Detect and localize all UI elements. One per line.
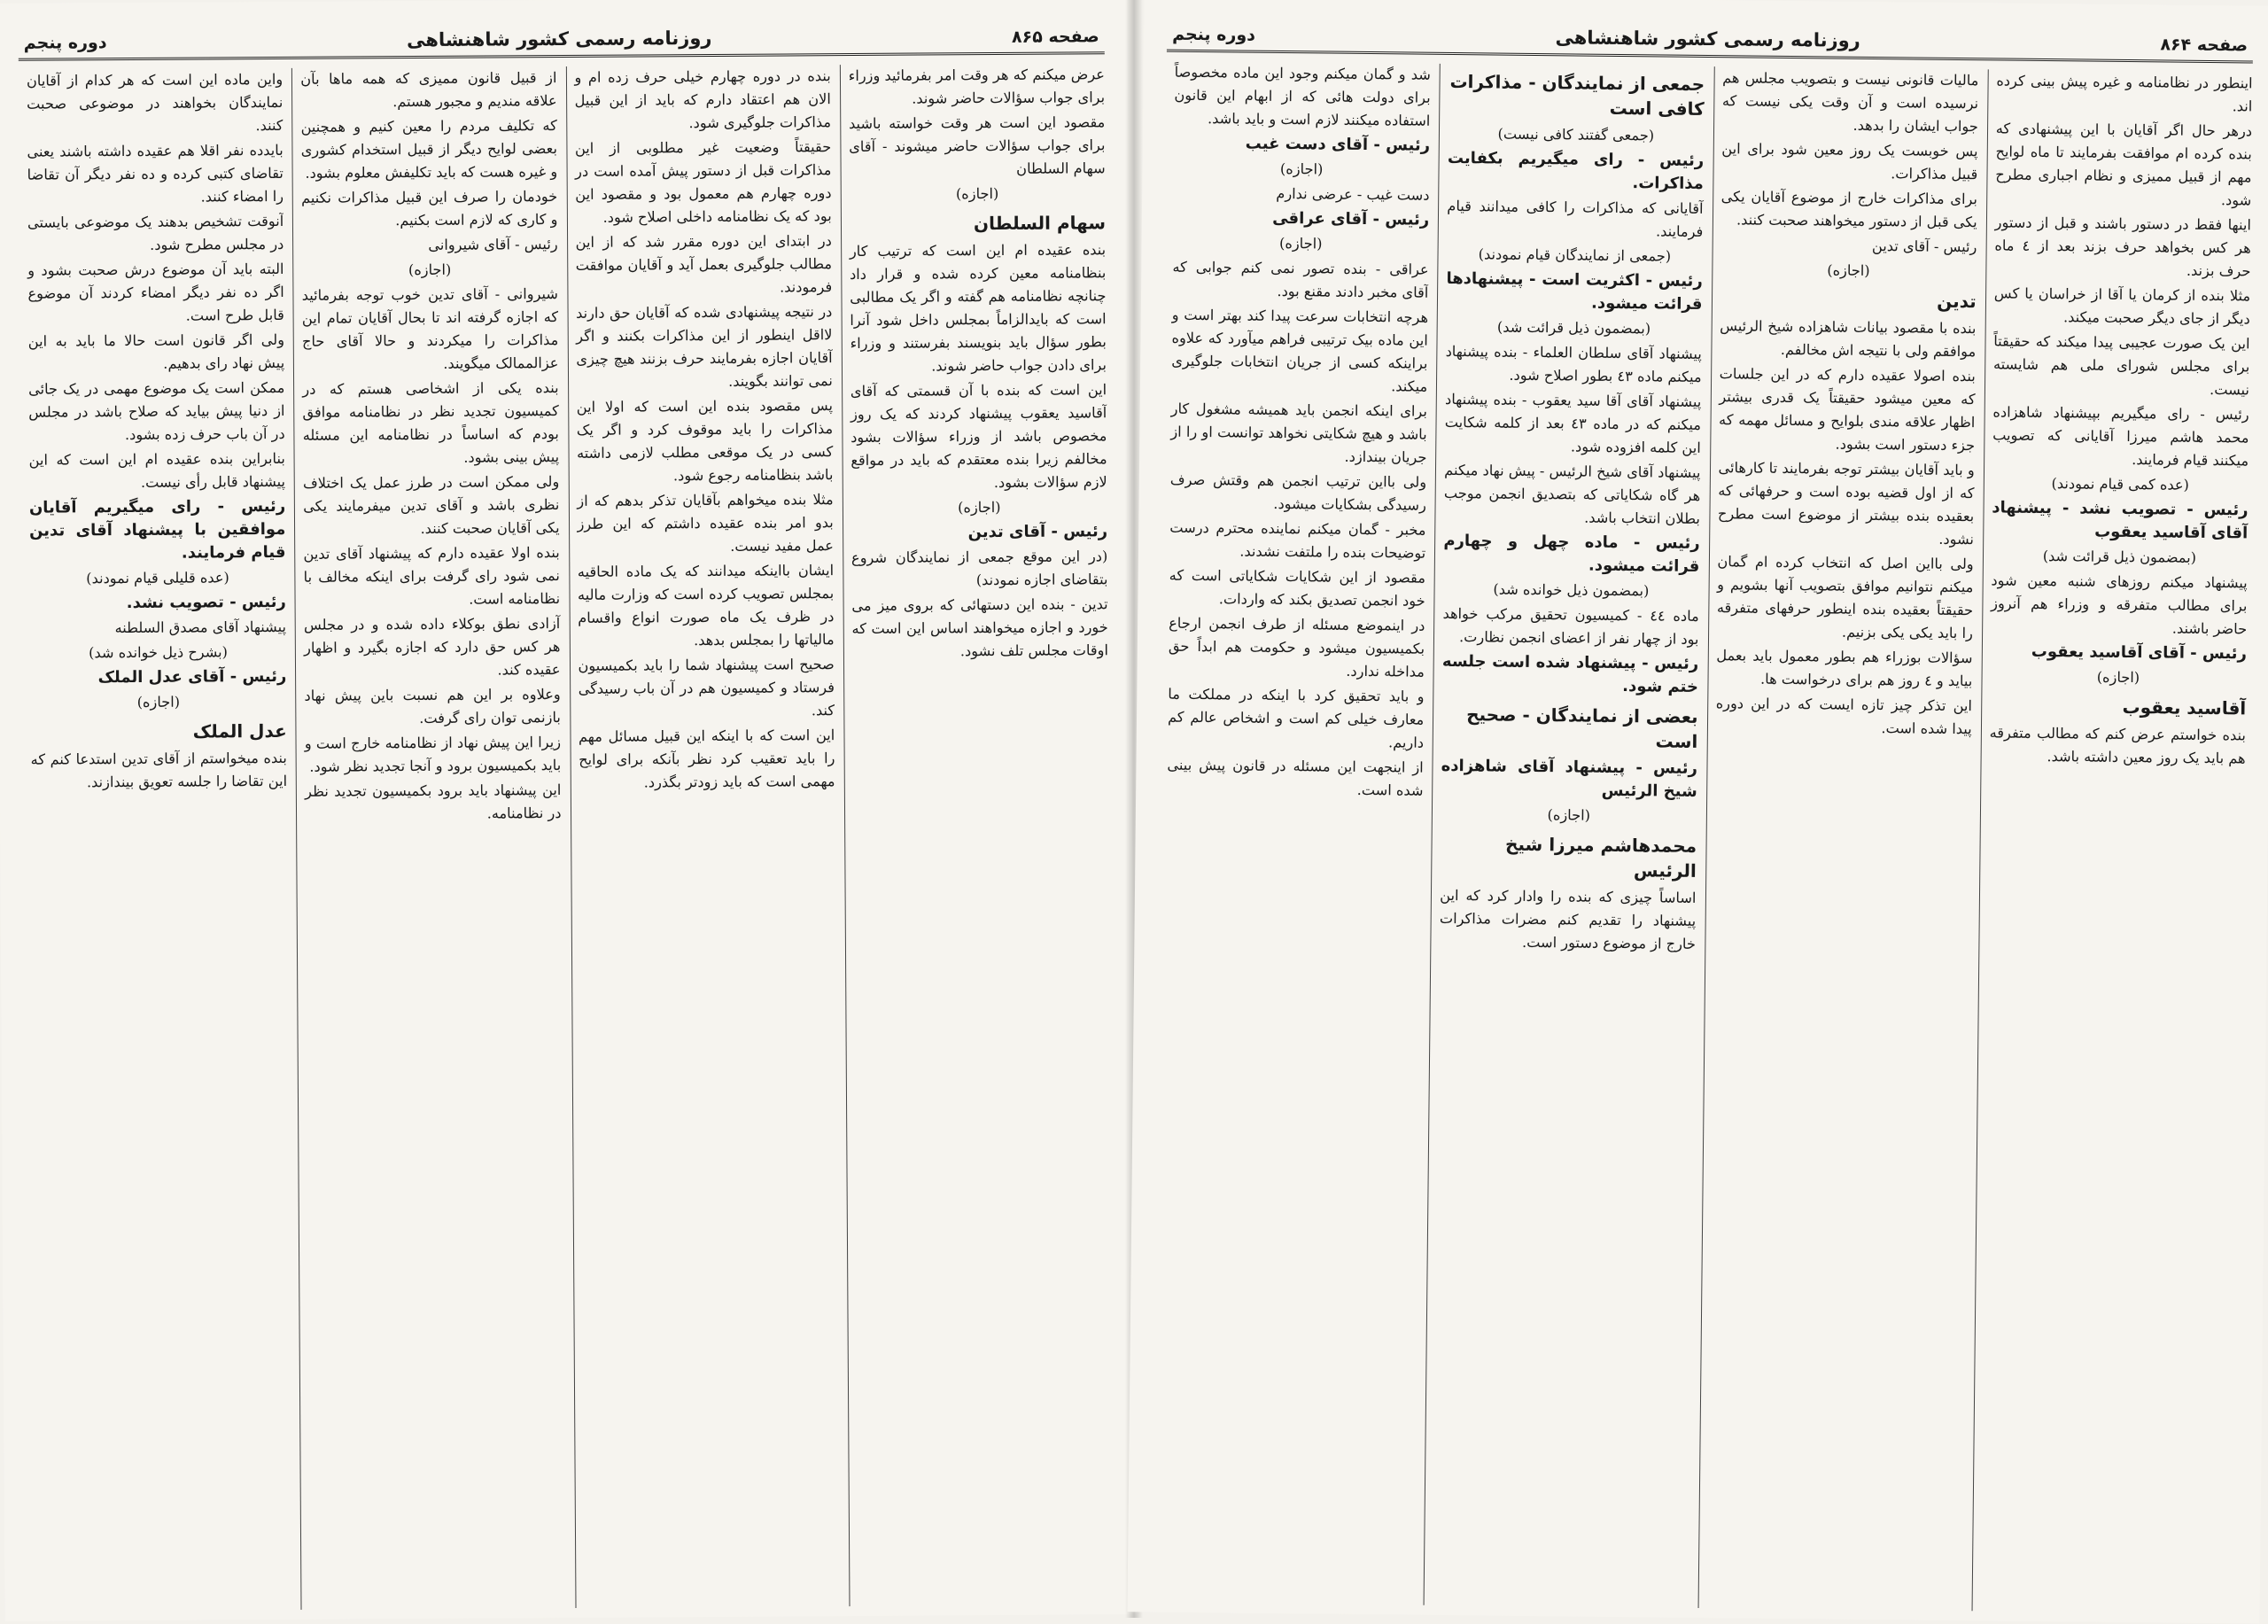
paragraph: خودمان را صرف این قبیل مذاکرات نکنیم و کاری که لازم است بکنیم. <box>300 188 558 229</box>
paragraph: صحیح است پیشنهاد شما را باید بکمیسیون فرستاد و کمیسیون هم در آن باب رسیدگی کند. <box>578 656 835 719</box>
left-page-number: صفحه ۸۶۵ <box>1011 27 1099 47</box>
stage-direction: (اجازه) <box>408 260 452 279</box>
paragraph: عراقی - بنده تصور نمی کنم جوابی که آقای مخبر دادند مقنع بود. <box>1172 258 1429 301</box>
paragraph: برای اینکه انجمن باید همیشه مشغول کار باشد و هیچ شکایتی نخواهد توانست او را از جریان بیندازد. <box>1170 400 1428 466</box>
speaker-heading: تدین <box>1937 290 1977 313</box>
stage-direction: (اجازه) <box>955 185 999 203</box>
speaker-line: رئیس - اکثریت است - پیشنهادها قرائت میشود. <box>1446 268 1703 314</box>
left-page-columns <box>19 63 1115 1611</box>
stage-direction: (بمضمون ذیل قرائت شد) <box>1496 318 1651 338</box>
speaker-line: رئیس - آقای عدل الملک <box>97 666 287 688</box>
speaker-heading: محمدهاشم میرزا شیخ الرئیس <box>1504 833 1697 882</box>
stage-direction: (اجازه) <box>1279 159 1324 178</box>
right-term-label: دوره پنجم <box>1172 24 1256 45</box>
paragraph: پس مقصود بنده این است که اولا این مذاکرات را باید موقوف کرد و اگر یک کسی در یک موقعی مطلب لازمی داشته باشد بنظامنامه رجوع شود. <box>576 397 834 485</box>
paragraph: ولی بااین اصل که انتخاب کرده ام گمان میکنم نتوانیم موافق بتصویب آنها بشویم و حقیقتاً بعقیده بنده اینطور حرفهای متفرقه را باید یکی یکی بزنیم. <box>1716 553 1974 642</box>
paragraph: مثلا بنده میخواهم بآقایان تذکر بدهم که از بدو امر بنده عقیده داشتم که این طرز عمل مفید نیست. <box>577 491 834 555</box>
speaker-line: رئیس - آقای تدین <box>967 522 1108 542</box>
paragraph: پس خوبست یک روز معین شود برای این قبیل مذاکرات. <box>1721 140 1978 183</box>
paragraph: اینها فقط در دستور باشند و قبل از دستور هر کس بخواهد حرف بزند بعد از ٤ ماه حرف بزند. <box>1994 214 2252 280</box>
speaker-line: رئیس - آقای دست غیب <box>1245 134 1431 155</box>
paragraph: بنده اولا عقیده دارم که پیشنهاد آقای تدین نمی شود رای گرفت برای اینکه مخالف با نظامنامه است. <box>303 544 561 608</box>
paragraph: ولی بااین ترتیب انجمن هم وقتش صرف رسیدگی بشکایات میشود. <box>1169 470 1427 514</box>
left-page-column-1 <box>840 63 1115 1606</box>
paragraph: آقایانی که مذاکرات را کافی میدانند قیام فرمایند. <box>1447 197 1704 240</box>
right-page-column-4 <box>1151 61 1431 1605</box>
paragraph: البته باید آن موضوع درش صحبت بشود و اگر ده نفر دیگر امضاء کردند آن موضوع قابل طرح است. <box>27 260 284 324</box>
paragraph: این پیشنهاد باید برود بکمیسیون تجدید نظر در نظامنامه. <box>305 781 562 822</box>
paragraph: این است که با اینکه این قبیل مسائل مهم را باید تعقیب کرد نظر بآنکه برای لوایح مهمی است که باید زودتر بگذرد. <box>578 727 835 791</box>
stage-direction: (بمضمون ذیل قرائت شد) <box>2042 548 2197 566</box>
paragraph: شیروانی - آقای تدین خوب توجه بفرمائید که اجازه گرفته اند تا بحال آقایان تمام این مذاکرات را میکردند و حالا آقای حاج عزالممالک میگویند. <box>301 285 559 372</box>
stage-direction: (اجازه) <box>1827 261 1870 279</box>
right-page-column-1 <box>1971 69 2252 1613</box>
right-newspaper-title: روزنامه رسمی کشور شاهنشاهی <box>1555 27 1860 51</box>
right-page-header <box>1167 14 2253 64</box>
left-page-column-3 <box>291 66 566 1610</box>
stage-direction: (عده قلیلی قیام نمودند) <box>86 569 229 587</box>
paragraph: ماده ٤٤ - کمیسیون تحقیق مرکب خواهد بود از چهار نفر از اعضای انجمن نظارت. <box>1442 604 1699 648</box>
paragraph: هرچه انتخابات سرعت پیدا کند بهتر است و این ماده بیک ترتیبی فراهم میآورد که علاوه براینکه کسی از جریان انتخابات جلوگیری میکند. <box>1171 306 1429 395</box>
stage-direction: (اجازه) <box>2096 668 2140 687</box>
speaker-line: رئیس - آقای آقاسید یعقوب <box>2031 641 2247 664</box>
paragraph: اساساً چیزی که بنده را وادار کرد که این پیشنهاد را تقدیم کنم مضرات مذاکرات خارج از موضوع دستور است. <box>1439 886 1697 952</box>
paragraph: وعلاوه بر این هم نسبت باین پیش نهاد بازنمی توان رای گرفت. <box>304 686 561 727</box>
paragraph: پیشنهاد میکنم روزهای شنبه معین شود برای مطالب متفرقه و وزراء هم آنروز حاضر باشند. <box>1991 571 2248 638</box>
paragraph: ولی اگر قانون است حالا ما باید به این پیش نهاد رای بدهیم. <box>27 330 285 372</box>
stage-direction: (اجازه) <box>1547 806 1591 824</box>
paragraph: پیشنهاد آقای آقا سید یعقوب - بنده پیشنهاد میکنم که در ماده ٤۳ بعد از کلمه شکایت این کلمه افزوده شود. <box>1444 390 1702 456</box>
stage-direction: (اجازه) <box>136 693 181 711</box>
paragraph: بایدده نفر اقلا هم عقیده داشته باشند یعنی تقاضای کتبی کرده و ده نفر دیگر آن تقاضا را امضاء کنند. <box>27 141 284 206</box>
paragraph: این تذکر چیز تازه ایست که در این دوره پیدا شده است. <box>1715 695 1973 738</box>
speaker-heading: جمعی از نمایندگان - مذاکرات کافی است <box>1449 70 1705 120</box>
right-page-columns <box>1151 61 2253 1614</box>
paragraph: در اینموضع مسئله از طرف انجمن ارجاع بکمیسیون میشود و حکومت هم ابداً حق مداخله ندارد. <box>1168 614 1425 680</box>
paragraph: در ابتدای این دوره مقرر شد که از این مطالب جلوگیری بعمل آید و آقایان موافقت فرمودند. <box>575 232 833 296</box>
paragraph: واین ماده این است که هر کدام از آقایان نمایندگان بخواهند در موضوعی صحبت کنند. <box>26 70 284 135</box>
paragraph: که تکلیف مردم را معین کنیم و همچنین بعضی لوایح دیگر از قبیل استخدام کشوری و غیره هست که باید تکلیفش معلوم بشود. <box>300 117 558 182</box>
paragraph: شد و گمان میکنم وجود این ماده مخصوصاً برای دولت هائی که از ابهام این قانون استفاده میکنند لازم است و باید باشد. <box>1174 63 1432 129</box>
stage-direction: (عده کمی قیام نمودند) <box>2051 475 2189 493</box>
paragraph: درهر حال اگر آقایان با این پیشنهادی که بنده کرده ام موافقت بفرمایند تا ماه لوایح مهم از قبیل ممیزی و نظام اجباری مطرح شود. <box>1995 120 2253 209</box>
left-page-column-2 <box>565 65 840 1608</box>
paragraph: ایشان بااینکه میدانند که یک ماده الحاقیه بمجلس تصویب کرده است که وزارت مالیه در ظرف یک ماه صورت انواع واقسام مالیاتها را بمجلس بدهد. <box>577 562 835 649</box>
speaker-line: رئیس - پیشنهاد آقای شاهزاده شیخ الرئیس <box>1441 756 1698 801</box>
paragraph: رئیس - آقای تدین <box>1871 237 1977 256</box>
stage-direction: (بمضمون ذیل خوانده شد) <box>1493 580 1650 600</box>
paragraph: و باید آقایان بیشتر توجه بفرمایند تا کارهائی که از اول قضیه بوده است و حرفهائی که بعقیده بنده بیشتر از موضوع است مطرح نشود. <box>1717 459 1975 548</box>
paragraph: رئیس - آقای شیروانی <box>428 236 558 253</box>
paragraph: عرض میکنم که هر وقت امر بفرمائید وزراء برای جواب سؤالات حاضر شوند. <box>848 66 1106 107</box>
speaker-heading: آقاسید یعقوب <box>2122 695 2247 719</box>
paragraph: بنده یکی از اشخاصی هستم که در کمیسیون تجدید نظر در نظامنامه موافق بودم که اساساً در نظامنامه این مسئله پیش بینی بشود. <box>302 379 560 466</box>
right-page-column-2 <box>1697 66 1978 1611</box>
right-page <box>1127 0 2268 1624</box>
paragraph: اینطور در نظامنامه و غیره پیش بینی کرده اند. <box>1996 72 2253 115</box>
paragraph: مقصود این است هر وقت خواسته باشید برای جواب سؤالات حاضر میشوند - آقای سهام السلطان <box>848 113 1106 177</box>
left-newspaper-title: روزنامه رسمی کشور شاهنشاهی <box>407 27 712 51</box>
left-term-label: دوره پنجم <box>23 33 107 53</box>
paragraph: بنده میخواستم از آقای تدین استدعا کنم که این تقاضا را جلسه تعویق بیندازند. <box>30 749 288 791</box>
paragraph: بنده با مقصود بیانات شاهزاده شیخ الرئیس موافقم ولی با نتیجه اش مخالفم. <box>1720 317 1977 361</box>
paragraph: بنده خواستم عرض کنم که مطالب متفرقه هم باید یک روز معین داشته باشد. <box>1989 724 2247 767</box>
paragraph: از قبیل قانون ممیزی که همه ماها بآن علاقه مندیم و مجبور هستم. <box>300 69 557 111</box>
speaker-line: رئیس - آقای عراقی <box>1272 208 1430 229</box>
paragraph: مخبر - گمان میکنم نماینده محترم درست توضیحات بنده را ملتفت نشدند. <box>1169 518 1426 562</box>
speaker-line: رئیس - تصویب نشد. <box>126 592 286 613</box>
paragraph: آنوقت تشخیص بدهند یک موضوعی بایستی در مجلس مطرح شود. <box>27 212 284 253</box>
left-page-header <box>19 16 1105 60</box>
paragraph: ممکن است یک موضوع مهمی در یک جائی از دنیا پیش بیاید که صلاح باشد در مجلس در آن باب حرف زده بشود. <box>28 378 285 444</box>
stage-direction: (جمعی از نمایندگان قیام نمودند) <box>1478 245 1672 265</box>
speaker-line: رئیس - رای میگیریم بکفایت مذاکرات. <box>1447 148 1705 193</box>
paragraph: آزادی نطق بوکلاء داده شده و در مجلس هر کس حق دارد که اجازه بگیرد و اظهار عقیده کند. <box>303 615 561 679</box>
paragraph: در نتیجه پیشنهادی شده که آقایان حق دارند لااقل اینطور از این مذاکرات بکنند و اگر آقایان اجازه بفرمایند حرف بزنند هیچ چیزی نمی توانند بگویند. <box>576 303 833 390</box>
stage-direction: (جمعی گفتند کافی نیست) <box>1497 125 1655 144</box>
speaker-line: رئیس - ماده چهل و چهارم قرائت میشود. <box>1443 531 1700 576</box>
speaker-heading: بعضی از نمایندگان - صحیح است <box>1466 703 1698 752</box>
right-page-number: صفحه ۸۶۴ <box>2160 35 2249 56</box>
paragraph: مثلا بنده از کرمان یا آقا از خراسان یا کس دیگر از جای دیگر صحبت میکند. <box>1993 284 2251 328</box>
paragraph: زیرا این پیش نهاد از نظامنامه خارج است و باید بکمیسیون برود و آنجا تجدید نظر شود. <box>304 734 562 775</box>
paragraph: بنده عقیده ام این است که ترتیب کار بنظامنامه معین کرده شده و قرار داد چنانچه نظامنامه هم گفته و اگر یک مطالبی است که بایدالزاماً بمجلس داخل شود آنرا بطور سؤال باید بنویسند بفرستند و وزراء برای دادن جواب حاضر شوند. <box>849 241 1107 375</box>
paragraph: ولی ممکن است در طرز عمل یک اختلاف نظری باشد و آقای تدین میفرمایند یکی یکی آقایان صحبت کنند. <box>302 473 560 537</box>
paragraph: برای مذاکرات خارج از موضوع آقایان یکی یکی قبل از دستور میخواهند صحبت کنند. <box>1720 188 1978 231</box>
paragraph: مالیات قانونی نیست و بتصویب مجلس هم نرسیده است و آن وقت یکی نیست که جواب ایشان را بدهد. <box>1721 69 1979 136</box>
paragraph: این یک صورت عجیبی پیدا میکند که حقیقتاً برای مجلس شورای ملی هم شایسته نیست. <box>1992 332 2250 399</box>
stage-direction: (بشرح ذیل خوانده شد) <box>89 643 228 662</box>
paragraph: دست غیب - عرضی ندارم <box>1276 184 1430 204</box>
paragraph: بنابراین بنده عقیده ام این است که این پیشنهاد قابل رأی نیست. <box>28 449 286 491</box>
speaker-line: رئیس - پیشنهاد شده است جلسه ختم شود. <box>1441 651 1699 696</box>
right-page-column-3 <box>1424 64 1705 1608</box>
paragraph: پیشنهاد آقای مصدق السلطنه <box>114 618 287 637</box>
paragraph: بنده اصولا عقیده دارم که در این جلسات که معین میشود حقیقتاً یک قدری بیشتر اظهار علاقه مندی بلوایح و مسائل مهمه که جزء دستور است بشود. <box>1719 365 1976 455</box>
paragraph: رئیس - رای میگیریم بپیشنهاد شاهزاده محمد هاشم میرزا آقایانی که تصویب میکنند قیام فرمایند. <box>1992 403 2249 470</box>
paragraph: این است که بنده با آن قسمتی که آقای آقاسید یعقوب پیشنهاد کردند که یک روز مخصوص باشد از وزراء سؤالات بشود مخالفم زیرا بنده معتقدم که باید در مواقع لازم سؤالات بشود. <box>850 381 1107 492</box>
paragraph: پیشنهاد آقای شیخ الرئیس - پیش نهاد میکنم هر گاه شکایاتی که بتصدیق انجمن موجب بطلان انتخاب باشد. <box>1443 461 1701 527</box>
left-page-column-4 <box>19 68 292 1612</box>
paragraph: حقیقتاً وضعیت غیر مطلوبی از این مذاکرات قبل از دستور پیش آمده است در دوره چهارم هم معمول بود و مقصود این بود که یک نظامنامه داخلی اصلاح شود. <box>574 138 832 226</box>
speaker-line: رئیس - تصویب نشد - پیشنهاد آقای آقاسید یعقوب <box>1992 498 2249 543</box>
paragraph: (در این موقع جمعی از نمایندگان شروع بتقاضای اجازه نمودند) <box>850 548 1108 589</box>
stage-direction: (اجازه) <box>958 498 1001 517</box>
speaker-heading: عدل الملک <box>192 719 287 742</box>
speaker-line: رئیس - رای میگیریم آقایان موافقین با پیشنهاد آقای تدین قیام فرمایند. <box>28 496 286 563</box>
paragraph: تدین - بنده این دستهائی که بروی میز می خورد و اجازه میخواهند اساس این است که اوقات مجلس تلف نشود. <box>851 595 1108 660</box>
paragraph: و باید تحقیق کرد با اینکه در مملکت ما معارف خیلی کم است و اشخاص عالم کم داریم. <box>1167 685 1425 751</box>
paragraph: از اینجهت این مسئله در قانون پیش بینی شده است. <box>1167 756 1424 799</box>
speaker-heading: سهام السلطان <box>973 212 1107 235</box>
paragraph: پیشنهاد آقای سلطان العلماء - بنده پیشنهاد میکنم ماده ٤۳ بطور اصلاح شود. <box>1445 342 1702 385</box>
paragraph: سؤالات بوزراء هم بطور معمول باید بعمل بیاید و ٤ روز هم برای درخواست ها. <box>1716 647 1973 690</box>
paragraph: بنده در دوره چهارم خیلی حرف زده ام و الان هم اعتقاد دارم که باید از این قبیل مذاکرات جلوگیری شود. <box>574 67 832 132</box>
paragraph: مقصود از این شکایات شکایاتی است که خود انجمن تصدیق بکند که واردات. <box>1169 566 1426 610</box>
stage-direction: (اجازه) <box>1278 234 1323 253</box>
